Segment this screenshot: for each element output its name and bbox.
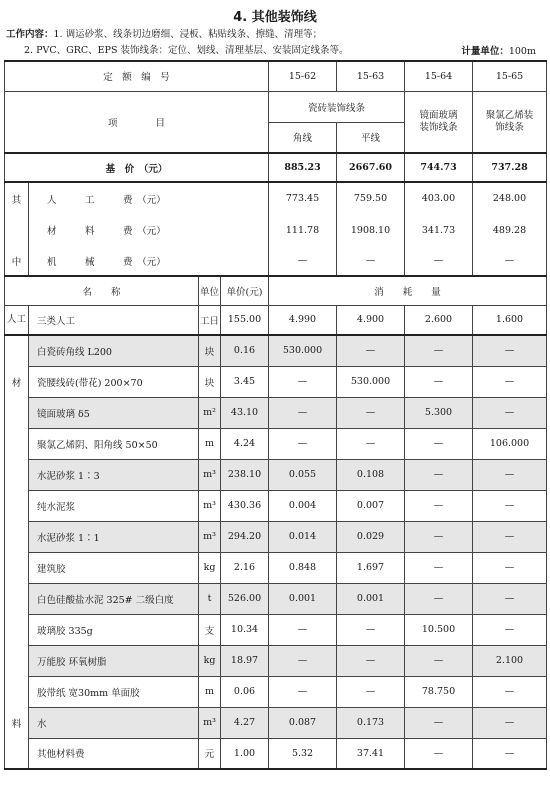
material-value: — [473, 366, 547, 397]
flat-line-label: 平线 [337, 122, 405, 153]
material-name: 白瓷砖角线 L200 [29, 335, 199, 366]
work-content-label: 工作内容： [6, 29, 54, 40]
cost-value: 489.28 [473, 214, 547, 246]
consumption-header-row [5, 276, 547, 305]
consumption-header: 消 耗 量 [269, 276, 547, 305]
material-price: 10.34 [221, 614, 269, 645]
material-side-label [5, 521, 29, 552]
corner-line-label: 角线 [269, 122, 337, 153]
material-price: 1.00 [221, 738, 269, 769]
material-side-label [5, 490, 29, 521]
material-value: — [405, 459, 473, 490]
material-value: — [473, 397, 547, 428]
labor-side-label: 人工 [5, 305, 29, 335]
material-value: 106.000 [473, 428, 547, 459]
cost-label: 机 械 费 （元） [29, 246, 269, 276]
quota-no-label: 定 额 编 号 [5, 61, 269, 91]
labor-value: 2.600 [405, 305, 473, 335]
cost-value: — [405, 246, 473, 276]
material-value: 37.41 [337, 738, 405, 769]
cost-row [5, 214, 547, 246]
material-value: — [473, 490, 547, 521]
material-value: 0.029 [337, 521, 405, 552]
material-value: 530.000 [269, 335, 337, 366]
material-value: 10.500 [405, 614, 473, 645]
material-value: — [473, 707, 547, 738]
material-value: — [473, 552, 547, 583]
material-unit: m³ [199, 490, 221, 521]
base-price-cell: 2667.60 [337, 153, 405, 182]
material-row [5, 521, 547, 552]
code-cell: 15-65 [473, 61, 547, 91]
material-row [5, 707, 547, 738]
material-value: — [337, 614, 405, 645]
material-value: 530.000 [337, 366, 405, 397]
code-cell: 15-62 [269, 61, 337, 91]
material-value: — [473, 738, 547, 769]
base-price-cell: 885.23 [269, 153, 337, 182]
material-price: 43.10 [221, 397, 269, 428]
material-name: 白色硅酸盐水泥 325# 二级白度 [29, 583, 199, 614]
material-unit: m² [199, 397, 221, 428]
material-value: — [269, 428, 337, 459]
price-header: 单价(元) [221, 276, 269, 305]
material-price: 2.16 [221, 552, 269, 583]
material-side-label [5, 583, 29, 614]
cost-side-top: 其 [5, 182, 29, 214]
material-unit: m [199, 428, 221, 459]
material-value: — [473, 335, 547, 366]
material-side-label: 材 [5, 366, 29, 397]
material-value: — [473, 459, 547, 490]
material-value: — [405, 552, 473, 583]
material-price: 238.10 [221, 459, 269, 490]
code-cell: 15-64 [405, 61, 473, 91]
material-unit: m [199, 676, 221, 707]
material-value: — [405, 521, 473, 552]
material-name: 建筑胶 [29, 552, 199, 583]
base-price-cell: 744.73 [405, 153, 473, 182]
material-value: 5.300 [405, 397, 473, 428]
material-value: — [269, 645, 337, 676]
material-side-label [5, 676, 29, 707]
material-side-label [5, 428, 29, 459]
material-value: — [405, 335, 473, 366]
material-unit: 块 [199, 335, 221, 366]
material-value: — [405, 366, 473, 397]
material-value: — [337, 676, 405, 707]
cost-row [5, 246, 547, 276]
material-row [5, 335, 547, 366]
cost-value: 1908.10 [337, 214, 405, 246]
labor-name: 三类人工 [29, 305, 199, 335]
material-value: — [405, 707, 473, 738]
material-value: — [337, 397, 405, 428]
material-row [5, 490, 547, 521]
material-value: — [269, 366, 337, 397]
unit-value: 100m [508, 46, 536, 57]
material-row [5, 645, 547, 676]
material-name: 水 [29, 707, 199, 738]
work-content-line-1 [6, 26, 322, 40]
material-unit: 元 [199, 738, 221, 769]
material-row [5, 552, 547, 583]
material-side-label [5, 645, 29, 676]
material-name: 聚氯乙烯阴、阳角线 50×50 [29, 428, 199, 459]
material-value: — [473, 521, 547, 552]
material-name: 万能胶 环氧树脂 [29, 645, 199, 676]
work-content-text-1: 1. 调运砂浆、线条切边磨细、浸板、粘贴线条、擦缝、清理等； [53, 29, 323, 40]
material-unit: kg [199, 645, 221, 676]
cost-value: 759.50 [337, 182, 405, 214]
material-unit: m³ [199, 459, 221, 490]
material-value: 0.087 [269, 707, 337, 738]
measurement-unit [461, 43, 536, 57]
material-side-label: 料 [5, 707, 29, 738]
base-price-cell: 737.28 [473, 153, 547, 182]
labor-value: 1.600 [473, 305, 547, 335]
material-value: — [269, 676, 337, 707]
material-value: 0.004 [269, 490, 337, 521]
material-value: — [337, 645, 405, 676]
material-price: 526.00 [221, 583, 269, 614]
cost-side-bottom: 中 [5, 246, 29, 276]
material-side-label [5, 397, 29, 428]
material-unit: t [199, 583, 221, 614]
material-side-label [5, 614, 29, 645]
pvc-label: 聚氯乙烯装饰线条 [473, 91, 547, 153]
material-name: 水泥砂浆 1∶3 [29, 459, 199, 490]
material-value: — [337, 335, 405, 366]
material-name: 胶带纸 宽30mm 单面胶 [29, 676, 199, 707]
material-side-label [5, 552, 29, 583]
material-value: 5.32 [269, 738, 337, 769]
material-row [5, 583, 547, 614]
material-value: — [269, 614, 337, 645]
material-side-label [5, 335, 29, 366]
cost-value: — [269, 246, 337, 276]
cost-value: 248.00 [473, 182, 547, 214]
tile-group-label: 瓷砖装饰线条 [269, 91, 405, 122]
labor-row [5, 305, 547, 335]
material-name: 纯水泥浆 [29, 490, 199, 521]
quota-code-row [5, 61, 547, 91]
material-value: 0.007 [337, 490, 405, 521]
base-price-row [5, 153, 547, 182]
item-header-row-1 [5, 91, 547, 122]
material-price: 4.24 [221, 428, 269, 459]
labor-price: 155.00 [221, 305, 269, 335]
material-value: — [405, 645, 473, 676]
material-price: 3.45 [221, 366, 269, 397]
material-row [5, 738, 547, 769]
material-unit: kg [199, 552, 221, 583]
cost-value: — [337, 246, 405, 276]
material-row [5, 676, 547, 707]
material-row [5, 459, 547, 490]
material-name: 其他材料费 [29, 738, 199, 769]
material-value: — [473, 676, 547, 707]
material-value: 0.108 [337, 459, 405, 490]
cost-value: 403.00 [405, 182, 473, 214]
material-name: 水泥砂浆 1∶1 [29, 521, 199, 552]
material-price: 18.97 [221, 645, 269, 676]
material-unit: m³ [199, 707, 221, 738]
material-name: 镜面玻璃 δ5 [29, 397, 199, 428]
material-value: 0.014 [269, 521, 337, 552]
labor-unit: 工日 [199, 305, 221, 335]
cost-value: 773.45 [269, 182, 337, 214]
material-row [5, 614, 547, 645]
unit-header: 单位 [199, 276, 221, 305]
labor-value: 4.900 [337, 305, 405, 335]
material-value: 1.697 [337, 552, 405, 583]
material-value: 78.750 [405, 676, 473, 707]
code-cell: 15-63 [337, 61, 405, 91]
cost-value: — [473, 246, 547, 276]
material-value: 0.055 [269, 459, 337, 490]
name-header: 名 称 [5, 276, 199, 305]
material-value: 2.100 [473, 645, 547, 676]
base-price-label: 基 价 （元） [5, 153, 269, 182]
material-price: 0.16 [221, 335, 269, 366]
material-name: 玻璃胶 335g [29, 614, 199, 645]
unit-label: 计量单位： [461, 46, 509, 57]
item-label: 项 目 [5, 91, 269, 153]
material-value: 0.001 [269, 583, 337, 614]
cost-label: 材 料 费 （元） [29, 214, 269, 246]
material-price: 294.20 [221, 521, 269, 552]
material-price: 4.27 [221, 707, 269, 738]
work-content-line-2: 2. PVC、GRC、EPS 装饰线条：定位、划线、清理基层、安装固定线条等。 [24, 45, 349, 56]
page-title: 4. 其他装饰线 [233, 10, 317, 25]
material-value: — [337, 428, 405, 459]
quota-table [4, 60, 547, 770]
material-value: 0.848 [269, 552, 337, 583]
material-unit: 支 [199, 614, 221, 645]
material-row [5, 366, 547, 397]
cost-row [5, 182, 547, 214]
material-price: 0.06 [221, 676, 269, 707]
material-value: — [405, 490, 473, 521]
material-row [5, 397, 547, 428]
material-value: 0.173 [337, 707, 405, 738]
material-price: 430.36 [221, 490, 269, 521]
material-unit: 块 [199, 366, 221, 397]
cost-value: 341.73 [405, 214, 473, 246]
material-side-label [5, 459, 29, 490]
material-unit: m³ [199, 521, 221, 552]
cost-value: 111.78 [269, 214, 337, 246]
materials-body [5, 335, 547, 769]
material-value: — [405, 428, 473, 459]
mirror-glass-label: 镜面玻璃装饰线条 [405, 91, 473, 153]
material-value: — [473, 614, 547, 645]
material-value: — [473, 583, 547, 614]
material-value: — [405, 738, 473, 769]
material-value: 0.001 [337, 583, 405, 614]
labor-value: 4.990 [269, 305, 337, 335]
material-value: — [405, 583, 473, 614]
cost-label: 人 工 费 （元） [29, 182, 269, 214]
material-side-label [5, 738, 29, 769]
material-name: 瓷腰线砖(带花) 200×70 [29, 366, 199, 397]
material-row [5, 428, 547, 459]
material-value: — [269, 397, 337, 428]
